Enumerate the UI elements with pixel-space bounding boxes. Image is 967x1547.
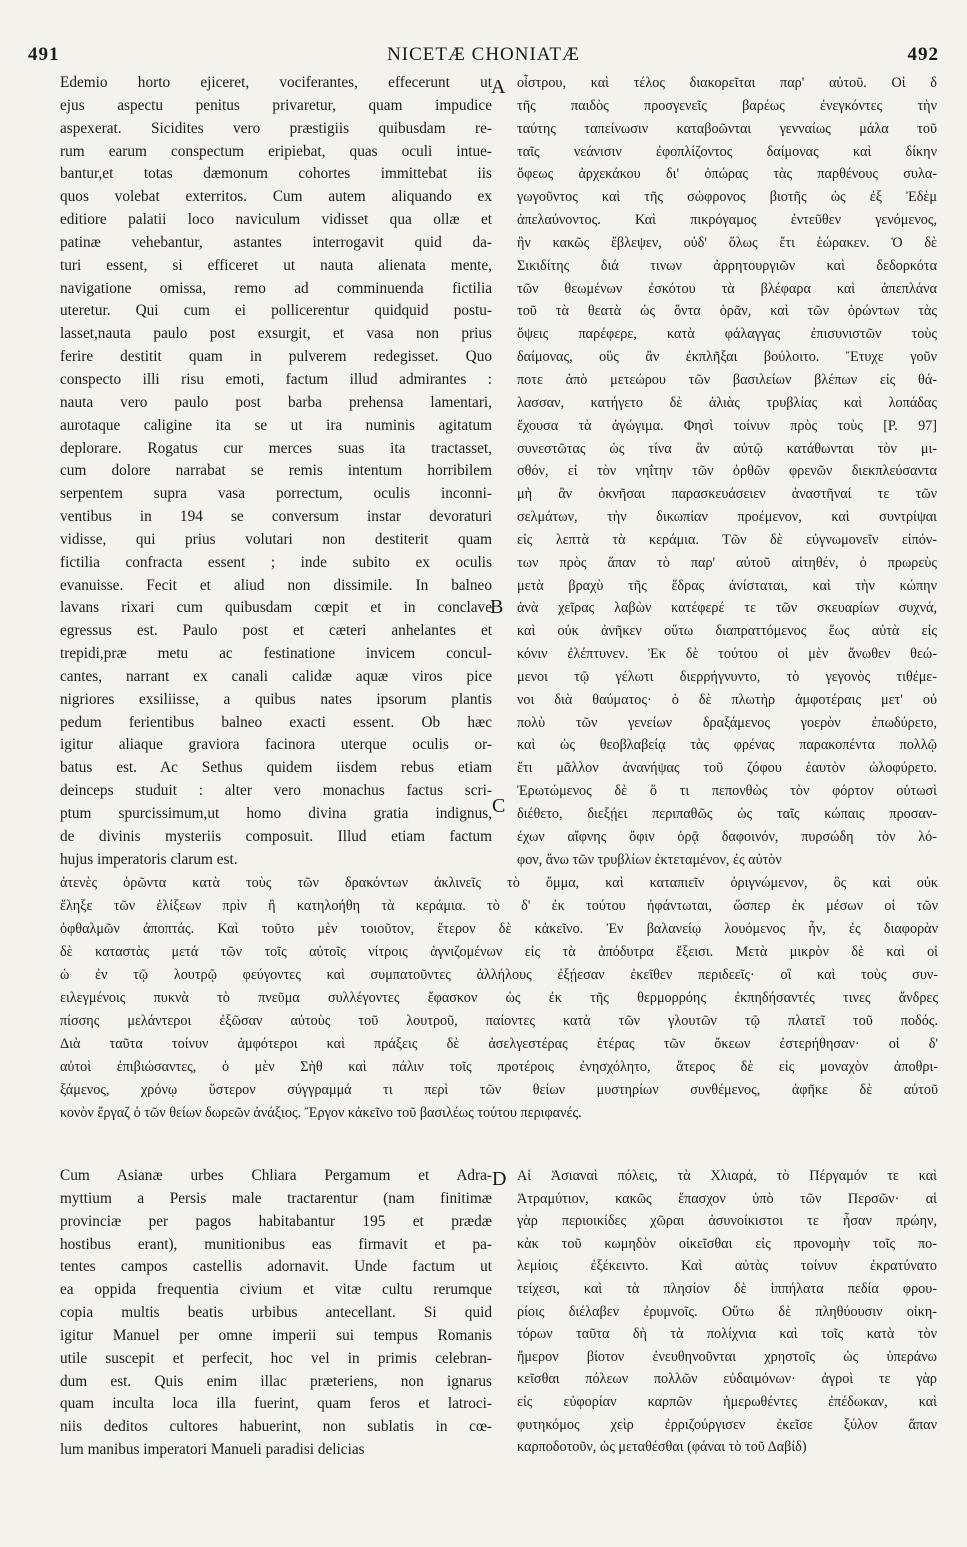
text-line: έχων αἴφνης ὄφιν ὁρᾷ δαφοινόν, πυρσώδη τὸν λό- — [517, 828, 937, 845]
text-line: igitur aliaque graviora facinora uterque oculis or- — [60, 736, 492, 754]
section-marker-b: B — [490, 596, 504, 618]
text-line: ἥμερον βίοτον ἐνευθηνοῦνται χρηστοῖς ὡς ὑπεράνω — [517, 1348, 937, 1365]
text-line: φον, ἄνω τῶν τρυβλίων ἐκτεταμένον, ἐς αὐτὸν — [517, 851, 782, 868]
text-line: trepidi,præ metu ac festinatione invicem concul- — [60, 645, 492, 663]
text-line: bantur,et totas dæmonum cohortes immittebat iis — [60, 165, 492, 183]
text-line: ejus aspectu penitus privaretur, quam impudice — [60, 96, 492, 114]
text-line: patinæ vehebantur, astantes interrogavit quid da- — [60, 233, 492, 251]
text-line: provinciæ per pagos habitabantur 195 et prædæ — [60, 1212, 492, 1230]
text-line: igitur Manuel per omne imperii sui tempus Romanis — [60, 1326, 492, 1344]
text-line: καὶ ὡς θεοβλαβείᾳ τὰς φρένας παρακοπέντα πολλῷ — [517, 737, 937, 754]
text-line: cantes, narrant ex canali calidæ aquæ viros pice — [60, 667, 492, 685]
text-line: pedum ferientibus balneo exacti essent. Ob hæc — [60, 713, 492, 731]
text-line: niis deditos cultores habuerint, non sublatis in cœ- — [60, 1418, 492, 1436]
text-line: ποτε ἀπὸ μετεώρου τῶν βασιλείων βλέπων εἰς θά- — [517, 371, 937, 388]
text-line: tentes campos castellis adornavit. Unde factum ut — [60, 1258, 492, 1276]
text-line: evanuisse. Fecit et aliud non dissimile. In balneo — [60, 576, 492, 594]
text-line: Σικιδίτης διά τινων ἀρρητουργιῶν καὶ δεδορκότα — [517, 257, 937, 274]
text-line: διέθετο, διεξῄει περιπαθῶς ὡς ταῖς κώπαις προσαν- — [517, 806, 937, 822]
text-line: ρίοις διέλαβεν ἐρυμνοῖς. Οὕτω δὲ πληθύουσιν οἰκη- — [517, 1303, 937, 1320]
text-line: φυτηκόμος χεὶρ ἐρριζούργισεν ἐκεῖσε ξύλον ἅπαν — [517, 1416, 937, 1433]
text-line: μὴ ἂν ὀκνῆσαι παρασκευάσειεν ἀναστῆναί τε τῶν — [517, 486, 937, 503]
text-line: utile suscepit et perfecit, hoc vel in primis celebran- — [60, 1349, 492, 1367]
text-line: aurotaque caligine ita se ut ira numinis agitatum — [60, 416, 492, 434]
text-line: nigriores exsiliisse, a quibus nates ipsorum plantis — [60, 690, 492, 708]
text-line: εἰς εὐφορίαν καρπῶν ἡμερωθέντες ἐπέδωκαν, καὶ — [517, 1393, 937, 1410]
text-line: ἀπελαύνοντος. Καὶ πικρόγαμος ἐντεῦθεν γενόμενος, — [517, 212, 937, 229]
greek-column-bottom — [517, 1165, 937, 1459]
text-line: ἔτι μᾶλλον ἀνανήψας τοῦ ζόφου ἑαυτὸν ὠλοφύρετο. — [517, 760, 937, 777]
text-line: ὀφθαλμῶν ἀποπτάς. Καὶ τοῦτο μὲν τοιοῦτον, ἕτερον δὲ κἀκεῖνο. Ἐν βαλανείῳ λουόμενος ἦν, ἐς διαφορὰν — [60, 921, 938, 937]
greek-column-top — [517, 72, 937, 872]
text-line: δαίμονας, οὓς ἂν ἐκπλῆξαι βούλοιτο. Ἔτυχε γοῦν — [517, 349, 937, 366]
page-number-right: 492 — [907, 44, 939, 65]
text-line: Ἐρωτώμενος δὲ ὅ τι πεπονθὼς τὸν φόρτον οὑτωσὶ — [517, 783, 937, 800]
text-line: Διὰ ταῦτα τοίνυν ἀμφότεροι καὶ πράξεις δὲ ἀσελγεστέρας ἑτέρας τῶν ὄκεων ἐστερήθησαν· οἱ δ' — [60, 1036, 938, 1052]
text-line: ἀνὰ χεῖρας λαβὼν κατέφερέ τε τῶν σκευαρίων συχνά, — [517, 600, 937, 617]
text-line: νοι διὰ θαύματος· ὁ δὲ πλωτὴρ ἀμφοτέραις μετ' οὐ — [517, 691, 937, 708]
text-line: Edemio horto ejiceret, vociferantes, effecerunt ut — [60, 74, 492, 91]
running-header — [28, 44, 939, 70]
section-marker-c: C — [492, 795, 506, 817]
text-line: τῆς παιδὸς προσγενεῖς βαρέως ἐνεγκόντες τὴν — [517, 97, 937, 114]
text-line: τοῦ τὰ θεατὰ ὡς ὄντα ὁρᾶν, καὶ τῶν ὁρώντων τὰς — [517, 303, 937, 320]
text-line: Αἱ Ἀσιαναὶ πόλεις, τὰ Χλιαρά, τὸ Πέργαμόν τε καὶ — [517, 1168, 937, 1184]
text-line: quos volebat exterritos. Cum autem aliquando ex — [60, 188, 492, 206]
text-line: turi essent, si efficeret ut nauta alienata mente, — [60, 256, 492, 274]
text-line: lavans rixari cum quibusdam cœpit et in conclave — [60, 599, 492, 617]
text-line: lum manibus imperatori Manueli paradisi delicias — [60, 1441, 365, 1459]
text-line: editiore palatii loco naviculum vidisset qua ollæ et — [60, 211, 492, 229]
page-number-left: 491 — [28, 44, 60, 65]
text-line: vidisse, qui prius volutari non destiterit quam — [60, 530, 492, 548]
text-line: deplorare. Rogatus cur merces suas ita tractasset, — [60, 439, 492, 457]
text-line: batus est. Ac Sethus quidem iisdem rebus etiam — [60, 759, 492, 777]
text-line: ἔληξε τῶν ἑλίξεων πρὶν ἢ κατηλοήθη τὰ κεράμια. τὸ δ' ἐκ τούτου ἠφάντωται, ὥσπερ ἐκ μέσων οἱ τῶν — [60, 898, 938, 914]
text-line: ἀτενὲς ὁρῶντα κατὰ τοὺς τῶν δρακόντων ἀκλινεῖς τὸ ὄμμα, καὶ καταπιεῖν ὀριγνώμενον, ὃς καὶ οὐκ — [60, 875, 938, 891]
text-line: καὶ οὐκ ἀνῆκεν οὕτω διαπραττόμενος ἕως αὐτὰ εἰς — [517, 623, 937, 640]
text-line: τῶν θεωμένων ἐσκότου τὰ βλέφαρα καὶ ἀπεπλάνα — [517, 280, 937, 297]
text-line: ptum spurcissimum,ut homo divina gratia indignus, — [60, 805, 492, 822]
latin-column-top — [60, 72, 492, 872]
text-line: ἣν κακῶς ἔβλεψεν, οὐδ' ὅλως ἔτι ἑώρακεν. Ὁ δὲ — [517, 234, 937, 251]
text-line: ventibus in 194 se conversum instar devoraturi — [60, 508, 492, 526]
text-line: serpentem supra vasa porrectum, oculis inconni- — [60, 485, 492, 503]
text-line: κεῖσθαι πόλεων πολλῶν εὐδαιμόνων· ἀγροὶ τε γὰρ — [517, 1371, 937, 1388]
text-line: ὄφεως ἀρχεκάκου δι' ὀπώρας τὰς παρθένους συλα- — [517, 166, 937, 183]
text-line: εἰς λεπτὰ τὰ κεράμια. Τῶν δὲ εὐγνωμονεῖν εἰπόν- — [517, 531, 937, 548]
text-line: τείχεσι, καὶ τὰ πλησίον δὲ ἱππήλατα πεδία φρου- — [517, 1280, 937, 1297]
text-line: ferire destitit quam in pulverem redegisset. Quo — [60, 348, 492, 366]
text-line: ὡ ἐν τῷ λουτρῷ φεύγοντες καὶ συμπατοῦντες ἀλλήλους ἐξῄεσαν ἐκεῖθεν περιδεεῖς· οἳ καὶ τοὺς συν- — [60, 967, 938, 983]
text-line: ea oppida frequentia civium et vitæ cultu rerumque — [60, 1281, 492, 1299]
text-line: οἶστρου, καὶ τέλος διακορεῖται παρ' αὐτοῦ. Οἱ δ — [517, 75, 937, 91]
text-line: quam inculta loca illa fuerint, quam feros et latroci- — [60, 1395, 492, 1413]
text-line: συνεστῶτας ὡς τίνα ἂν αὐτῷ κατάθωνται τὸν μι- — [517, 440, 937, 457]
text-line: δὲ καταστὰς μετά τῶν τοῖς αὐτοῖς νίτροις ἁγνιζομένων εἰς τὰ ἀπόδυτρα ἔξεισι. Μετὰ μικρὸν δὲ καὶ οἱ — [60, 944, 938, 960]
text-line: αὐτοὶ ἐπιβιώσαντες, ὁ μὲν Σὴθ καὶ πάλιν τοῖς προτέροις ἐνησχόλητο, ἅτερος δὲ εἰς μοναχὸν ἀποθρι- — [60, 1059, 938, 1075]
text-line: ταύτης ταπείνωσιν καταβοῶνται γενναίως μάλα τοῦ — [517, 120, 937, 137]
section-marker-d: D — [492, 1168, 507, 1190]
text-line: σελμάτων, τὴν δικωπίαν προέμενον, καὶ συντρίψαι — [517, 509, 937, 526]
text-line: γωγοῦντος καὶ τῆς σώφρονος βιοτῆς ὡς ἐξ Ἐδὲμ — [517, 189, 937, 206]
text-line: γὰρ περιοικίδες χῶραι ἀσυνοίκιστοι τε ἦσαν πρώην, — [517, 1213, 937, 1230]
text-line: ταῖς νεάνισιν ἐφοπλίζοντος δαίμονας καὶ δίκην — [517, 143, 937, 160]
text-line: σθόν, εἰ τὸν νηΐτην τῶν ὀρθῶν φρενῶν διεκπλεύσαντα — [517, 463, 937, 480]
text-line: μενοι τῷ γέλωτι διερρήγνυντο, τὸ γεγονὸς τιθέμε- — [517, 668, 937, 685]
text-line: λεμίοις ἐξέκειντο. Καὶ αὐτὰς τοίνυν ἐκρατύνατο — [517, 1258, 937, 1275]
text-line: myttium a Persis male tractarentur (nam finitimæ — [60, 1189, 492, 1207]
text-line: cum dolore narrabat se remis intentum horribilem — [60, 462, 492, 480]
text-line: πολὺ τῶν γενείων δραξάμενος γοερὸν ἐπωδύρετο, — [517, 714, 937, 731]
text-line: dum est. Quis enim illac præteriens, non ignarus — [60, 1372, 492, 1390]
text-line: rum earum conspectum eripiebat, quas oculi intue- — [60, 142, 492, 160]
text-line: πίσσης μελάντεροι ἐξῶσαν αὐτοὺς τοῦ λουτροῦ, παίοντες κατὰ τῶν γλουτῶν τῷ πλατεῖ τοῦ ποδός. — [60, 1013, 938, 1029]
text-line: ξάμενος, χρόνῳ ὕστερον σύγγραμμά τι περὶ τῶν θείων μυστηρίων συνθέμενος, ἀφῆκε δὲ αὐτοῦ — [60, 1082, 938, 1098]
text-line: Cum Asianæ urbes Chliara Pergamum et Adra- — [60, 1167, 492, 1184]
text-line: copia multis beatis urbibus antecellant. Si quid — [60, 1304, 492, 1322]
text-line: navigatione omissa, remo ad comminuenda fictilia — [60, 279, 492, 297]
text-line: κὰκ τοῦ κωμηδὸν οἰκεῖσθαι εἰς προνομὴν τοῖς πο- — [517, 1235, 937, 1252]
text-line: deinceps studuit : alter vero monachus factus scri- — [60, 782, 492, 800]
text-line: ἔχουσα τὰ ἀγώγιμα. Φησὶ τοίνυν πρὸς τοὺς [P. 97] — [517, 417, 937, 434]
text-line: Ἀτραμύτιον, κακῶς ἔπασχον ὑπὸ τῶν Περσῶν· αἱ — [517, 1190, 937, 1207]
text-line: hostibus erant), munitionibus eas firmavit et pa- — [60, 1235, 492, 1253]
text-line: καρποδοτοῦν, ὡς μεταθέσθαι (φάναι τὸ τοῦ Δαβίδ) — [517, 1439, 807, 1456]
greek-fullwidth-paragraph — [60, 872, 938, 1125]
text-line: μετὰ βραχὺ τῆς ἕδρας ἀνίσταται, καὶ τὴν κώπην — [517, 577, 937, 594]
text-line: conspecto illi risu emoti, factum illud admirantes : — [60, 370, 492, 388]
text-line: egressus est. Paulo post et cæteri anhelantes et — [60, 622, 492, 640]
running-title: NICETÆ CHONIATÆ — [387, 44, 580, 65]
text-line: aspexerat. Sicidites vero præstigiis quibusdam re- — [60, 119, 492, 137]
text-line: hujus imperatoris clarum est. — [60, 850, 238, 868]
text-line: λασσαν, κατήγετο δὲ ἀλιὰς τρυβλίας καὶ λοπάδας — [517, 394, 937, 411]
text-line: ειλεγμένοις πυκνὰ τὸ πνεῦμα συλλέγοντες ἔφασκον ὡς ἐκ τῆς θερμορρόης ἐκπηδήσαντές τινες ἄνδρες — [60, 990, 938, 1006]
text-line: ὄψεις παρέφερε, κατὰ φάλαγγας ἐπισυνιστῶν τοὺς — [517, 326, 937, 343]
text-line: uteretur. Qui cum ei pollicerentur quidquid postu- — [60, 302, 492, 320]
text-line: nauta vero paulo post barba prehensa lamentari, — [60, 393, 492, 411]
text-line: κονὸν ἔργαζ ὁ τῶν θείων δωρεῶν ἀνάξιος. Ἔργον κἀκεῖνο τοῦ βασιλέως τούτου περιφανές. — [60, 1105, 582, 1121]
text-line: τόρων ταῦτα δὴ τὰ πολίχνια καὶ τοῖς κατὰ τὸν — [517, 1326, 937, 1343]
text-line: de divinis mysteriis composuit. Illud etiam factum — [60, 827, 492, 845]
text-line: lasset,nauta paulo post exsurgit, et vasa non prius — [60, 325, 492, 343]
section-marker-a: A — [491, 76, 506, 98]
text-line: κόνιν ἐλέπτυνεν. Ἐκ δὲ τούτου οἱ μὲν ἄνωθεν θεώ- — [517, 646, 937, 663]
text-line: fictilia confracta essent ; inde subito ex oculis — [60, 553, 492, 571]
latin-column-bottom — [60, 1165, 492, 1462]
text-line: των πρὸς ἅπαν τὸ παρ' αὐτοῦ αἰτηθέν, ὁ πρωρεὺς — [517, 554, 937, 571]
